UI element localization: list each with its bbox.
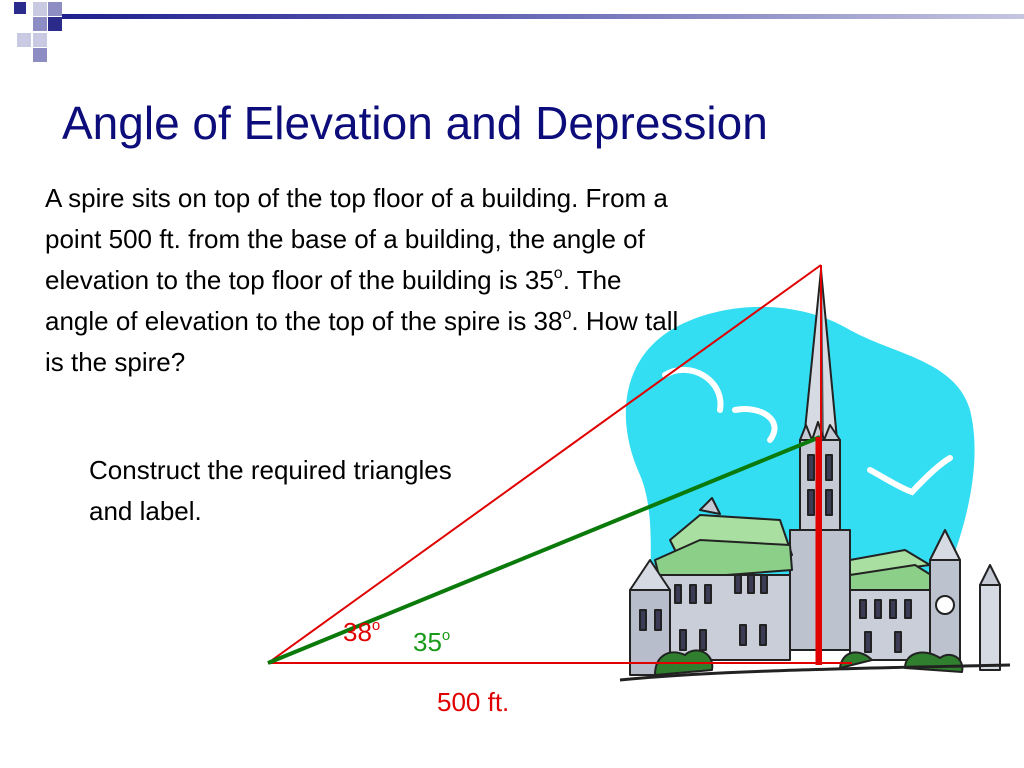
slide-title: Angle of Elevation and Depression	[62, 97, 768, 149]
angle-label-38	[343, 617, 380, 647]
problem-text-part3: . How tall is the spire?	[45, 306, 679, 377]
degree-symbol: o	[553, 265, 563, 282]
problem-text-part1: A spire sits on top of the top floor of a building. From a point 500 ft. from the base of a building, the angle of elevation to the top floor of the building is 35	[45, 183, 668, 295]
angle-value: 38	[343, 617, 372, 647]
distance-label: 500 ft.	[437, 687, 510, 717]
degree-symbol: o	[371, 617, 381, 634]
angle-label-35	[413, 627, 450, 657]
instruction-text: Construct the required triangles and label.	[89, 455, 452, 526]
problem-statement	[45, 178, 685, 383]
problem-text-part2: . The angle of elevation to the top of the spire is 38	[45, 265, 622, 336]
angle-value: 35	[413, 627, 442, 657]
degree-symbol: o	[441, 627, 451, 644]
degree-symbol: o	[562, 306, 572, 323]
